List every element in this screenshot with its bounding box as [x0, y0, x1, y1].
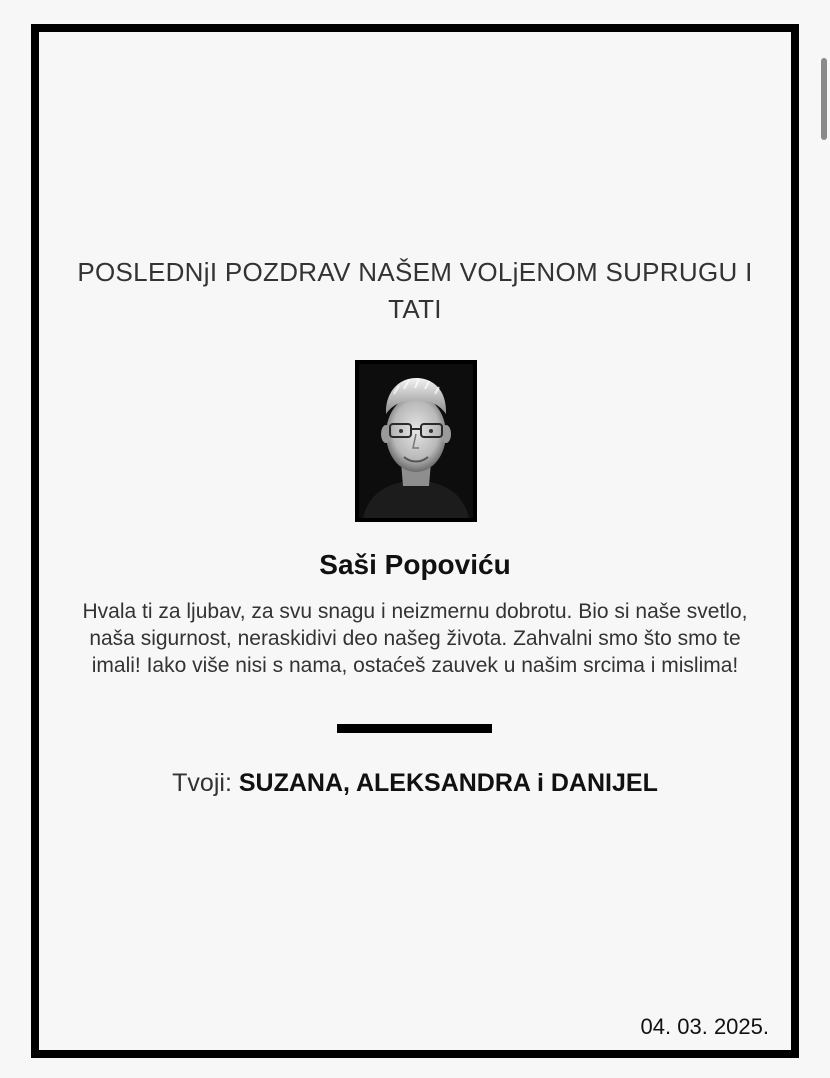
portrait-photo — [355, 360, 477, 522]
obituary-frame — [31, 24, 799, 1058]
memorial-message: Hvala ti za ljubav, za svu snagu i neizmernu dobrotu. Bio si naše svetlo, naša sigurnost, neraskidivi deo našeg života. Zahvalni smo što smo te imali! Iako više nisi s nama, ostaćeš zauvek u našim srcima i mislima! — [82, 600, 748, 677]
divider — [337, 724, 492, 733]
scrollbar[interactable] — [821, 58, 827, 140]
deceased-name: Saši Popoviću — [319, 549, 511, 580]
notice-heading: POSLEDNjI POZDRAV NAŠEM VOLjENOM SUPRUGU I TATI — [77, 257, 753, 324]
family-names: SUZANA, ALEKSANDRA i DANIJEL — [238, 769, 658, 797]
family-prefix: Tvoji: — [172, 769, 232, 797]
family-signature — [39, 769, 791, 798]
notice-date: 04. 03. 2025. — [640, 1014, 769, 1039]
